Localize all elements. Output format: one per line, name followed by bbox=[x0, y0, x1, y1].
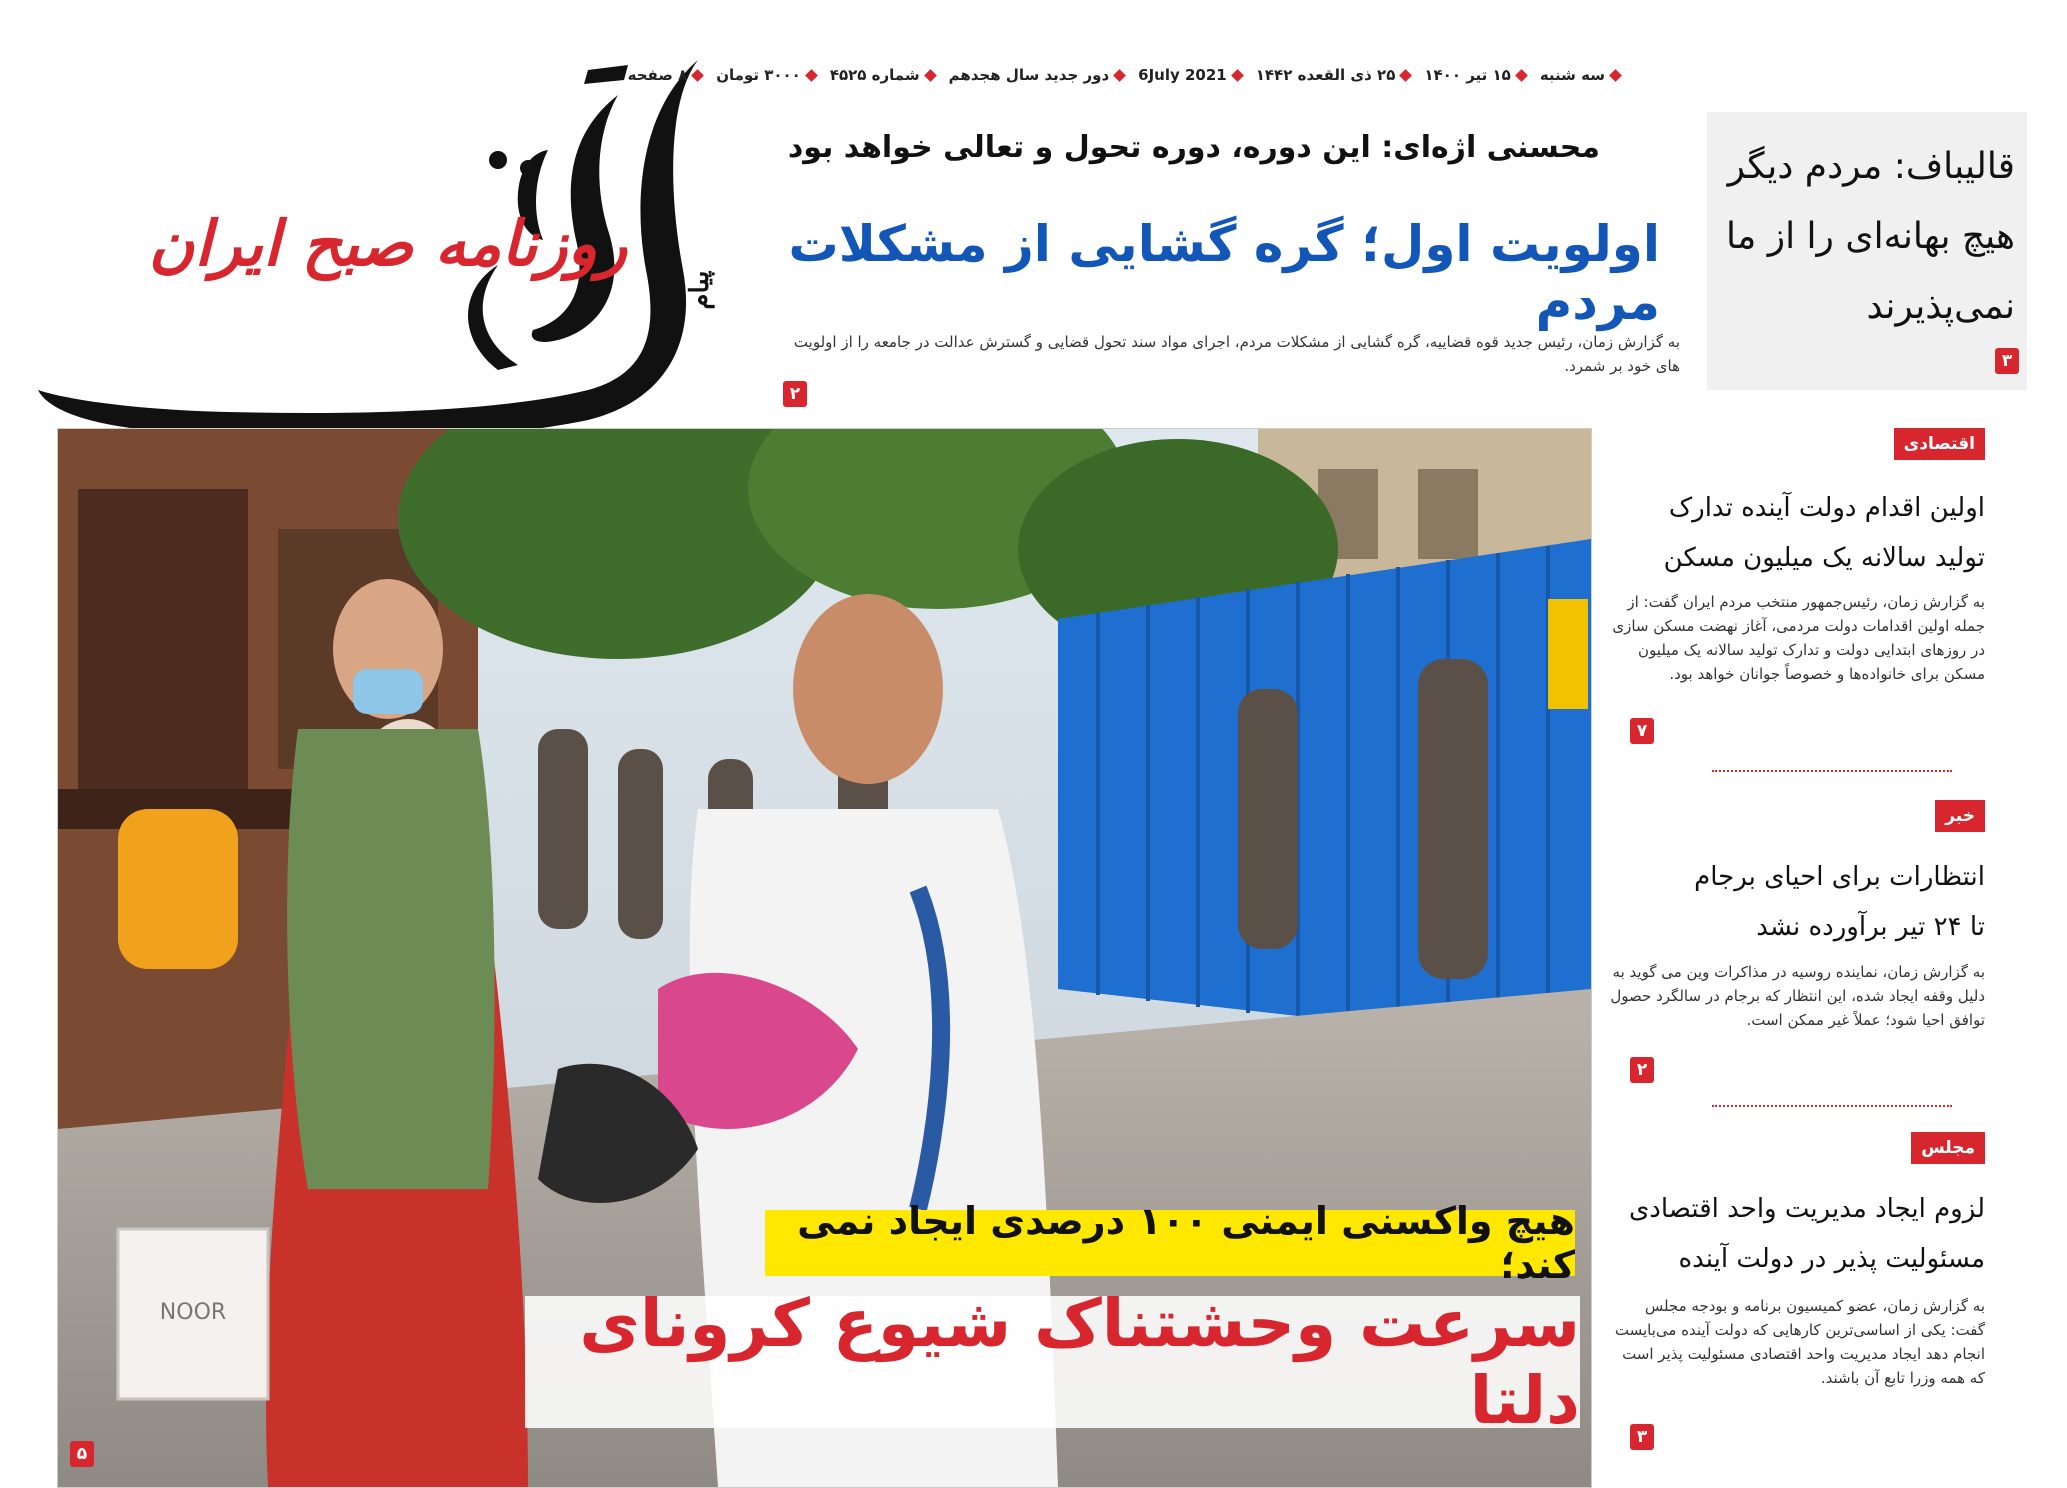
story-headline[interactable]: اولین اقدام دولت آینده تدارک تولید سالانه یک میلیون مسکن bbox=[1663, 493, 1985, 573]
bag-text: NOOR bbox=[159, 1300, 227, 1325]
news-column bbox=[1610, 800, 1985, 1100]
edition-info: دور جدید سال هجدهم bbox=[948, 66, 1110, 84]
page-count: ۸ صفحه bbox=[627, 66, 688, 84]
section-tag-economic: اقتصادی bbox=[1894, 428, 1985, 460]
masthead-prefix: پیام bbox=[685, 270, 715, 310]
section-tag-parliament: مجلس bbox=[1911, 1132, 1985, 1164]
masthead-tagline: روزنامه صبح ایران bbox=[148, 207, 628, 280]
bullet-icon bbox=[924, 69, 937, 82]
photo-kicker[interactable]: هیچ واکسنی ایمنی ۱۰۰ درصدی ایجاد نمی کند؛ bbox=[765, 1210, 1575, 1276]
bullet-icon bbox=[1231, 69, 1244, 82]
news-column bbox=[1610, 1132, 1985, 1472]
date-weekday: سه شنبه bbox=[1539, 66, 1605, 84]
bullet-icon bbox=[1113, 69, 1126, 82]
sidebar-quote-box[interactable] bbox=[1707, 112, 2027, 390]
story-body: به گزارش زمان، رئیس‌جمهور منتخب مردم ایران گفت: از جمله اولین اقدامات دولت مردمی، آغاز نهضت مسکن سازی در روزهای ابتدایی دولت و تدارک تولید سالانه یک میلیون مسکن برای خانواده‌ها و خصوصاً جوانان خواهد بود. bbox=[1612, 593, 1985, 683]
date-hijri: ۲۵ ذی القعده ۱۴۴۲ bbox=[1255, 66, 1396, 84]
page-ref-badge: ۷ bbox=[1630, 718, 1654, 744]
bullet-icon bbox=[1515, 69, 1528, 82]
bullet-icon bbox=[1399, 69, 1412, 82]
bullet-icon bbox=[805, 69, 818, 82]
divider bbox=[1712, 1105, 1952, 1107]
divider bbox=[1712, 770, 1952, 772]
story-headline[interactable]: انتظارات برای احیای برجام تا ۲۴ تیر برآورده نشد bbox=[1694, 862, 1985, 942]
masthead-logo bbox=[28, 40, 748, 440]
story-body: به گزارش زمان، عضو کمیسیون برنامه و بودجه مجلس گفت: یکی از اساسی‌ترین کارهایی که دولت آینده می‌بایست انجام دهد ایجاد مدیریت واحد اقتصادی مسئولیت پذیر است که همه وزرا تابع آن باشند. bbox=[1614, 1297, 1985, 1387]
page-ref-badge: ۲ bbox=[783, 381, 807, 407]
dateline bbox=[627, 60, 1620, 90]
issue-number: شماره ۴۵۲۵ bbox=[829, 66, 920, 84]
lead-headline[interactable]: اولویت اول؛ گره گشایی از مشکلات مردم bbox=[788, 215, 1660, 331]
page-ref-badge: ۳ bbox=[1995, 348, 2019, 374]
page-ref-badge: ۲ bbox=[1630, 1057, 1654, 1083]
page-ref-badge: ۵ bbox=[70, 1441, 94, 1467]
photo-headline[interactable]: سرعت وحشتناک شیوع کرونای دلتا bbox=[525, 1296, 1580, 1428]
section-tag-news: خبر bbox=[1935, 800, 1985, 832]
lead-body: به گزارش زمان، رئیس جدید قوه قضاییه، گره گشایی از مشکلات مردم، اجرای مواد سند تحول قضایی و گسترش عدالت در جامعه را از اولویت های خود بر شمرد. bbox=[793, 333, 1680, 375]
lead-subhead[interactable]: محسنی اژه‌ای: این دوره، دوره تحول و تعالی خواهد بود bbox=[787, 130, 1600, 165]
date-jalali: ۱۵ تیر ۱۴۰۰ bbox=[1424, 66, 1511, 84]
page-ref-badge: ۳ bbox=[1630, 1424, 1654, 1450]
sidebar-quote-text: قالیباف: مردم دیگر هیچ بهانه‌ای را از ما نمی‌پذیرند bbox=[1726, 146, 2015, 327]
bullet-icon bbox=[691, 69, 704, 82]
bullet-icon bbox=[1609, 69, 1622, 82]
story-body: به گزارش زمان، نماینده روسیه در مذاکرات وین می گوید به دلیل وقفه ایجاد شده، این انتظار که برجام در سالگرد حصول توافق احیا شود؛ عملاً غیر ممکن است. bbox=[1610, 963, 1985, 1029]
date-gregorian: 6July 2021 bbox=[1138, 66, 1227, 84]
story-headline[interactable]: لزوم ایجاد مدیریت واحد اقتصادی مسئولیت پذیر در دولت آینده bbox=[1628, 1194, 1985, 1274]
price: ۳۰۰۰ تومان bbox=[716, 66, 801, 84]
